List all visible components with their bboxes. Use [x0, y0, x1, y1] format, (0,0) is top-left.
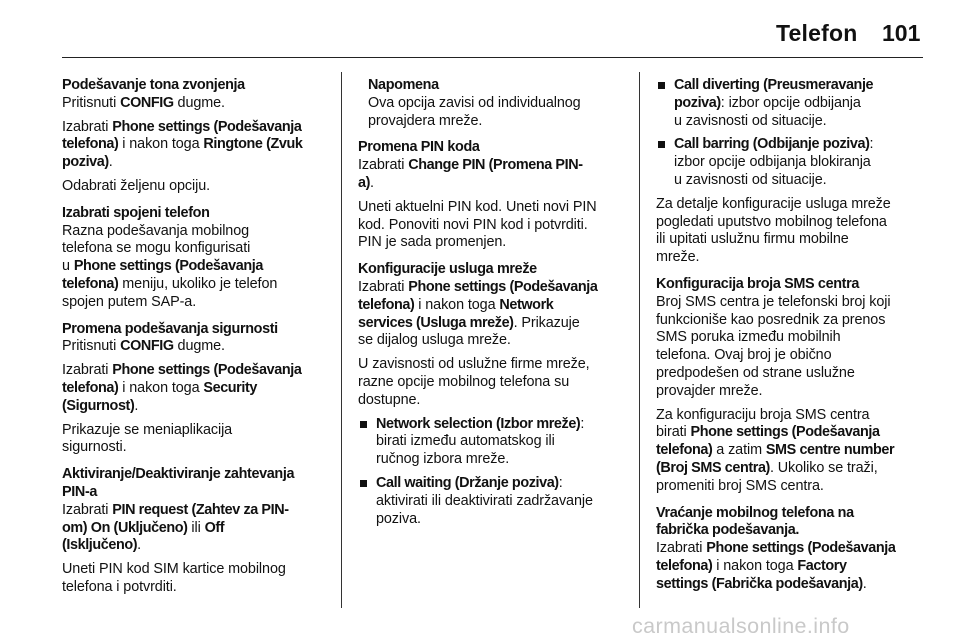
note-title: Napomena [368, 77, 439, 93]
paragraph: Pritisnuti CONFIG dugme. [62, 94, 225, 111]
paragraph: Broj SMS centra je telefonski broj koji funkcioniše kao posrednik za prenos SMS poruka između mobilnih telefona. Ovaj broj je obično predpodešen od strane uslužne provajder mreže. [656, 293, 891, 399]
column-2 [358, 77, 626, 528]
paragraph: Izabrati PIN request (Zahtev za PIN- om) On (Uključeno) ili Off (Isključeno). [62, 501, 289, 554]
paragraph: Izabrati Phone settings (Podešavanja telefona) i nakon toga Factory settings (Fabrička podešavanja). [656, 540, 896, 592]
list-item: Network selection (Izbor mreže): birati između automatskog ili ručnog izbora mreže. [358, 416, 626, 469]
config-button-ref: CONFIG [120, 94, 174, 111]
section-factory-reset [656, 505, 926, 594]
list-item: Call diverting (Preusmeravanje poziva): izbor opcije odbijanja u zavisnosti od situacije. [656, 77, 926, 130]
paragraph: U zavisnosti od uslužne firme mreže, razne opcije mobilnog telefona su dostupne. [358, 356, 590, 408]
paragraph: Izabrati Phone settings (Podešavanja telefona) i nakon toga Network services (Usluga mreže). Prikazuje se dijalog usluga mreže. [358, 278, 598, 349]
section-change-pin [358, 139, 626, 252]
paragraph: Izabrati Phone settings (Podešavanja telefona) i nakon toga Ringtone (Zvuk poziva). [62, 118, 303, 171]
bullet-square-icon [360, 480, 367, 487]
section-connected-phone [62, 205, 328, 312]
note-box [358, 77, 626, 130]
column-3 [656, 77, 926, 594]
paragraph: Za konfiguraciju broja SMS centra birati Phone settings (Podešavanja telefona) a zatim SMS centre number (Broj SMS centra). Ukoliko se traži, promeniti broj SMS centra. [656, 406, 895, 494]
list-item: Call waiting (Držanje poziva): aktivirati ili deaktivirati zadržavanje poziva. [358, 475, 626, 528]
paragraph: Izabrati Change PIN (Promena PIN- a). [358, 157, 583, 191]
section-network-services [358, 261, 626, 528]
section-heading: Izabrati spojeni telefon [62, 204, 210, 221]
section-heading: Promena podešavanja sigurnosti [62, 320, 278, 337]
paragraph: Prikazuje se meniaplikacija sigurnosti. [62, 421, 233, 456]
paragraph: Odabrati željenu opciju. [62, 177, 210, 194]
section-heading: Konfiguracije usluga mreže [358, 261, 537, 278]
paragraph: Za detalje konfiguracije usluga mreže pogledati uputstvo mobilnog telefona ili upitati uslužnu firmu mobilne mreže. [656, 195, 891, 266]
bullet-square-icon [658, 82, 665, 89]
section-ringtone [62, 77, 328, 196]
paragraph: Pritisnuti CONFIG dugme. [62, 338, 225, 355]
paragraph: Uneti aktuelni PIN kod. Uneti novi PIN kod. Ponoviti novi PIN kod i potvrditi. PIN je sada promenjen. [358, 198, 597, 251]
watermark-text: carmanualsonline.info [632, 614, 850, 638]
paragraph: Razna podešavanja mobilnog telefona se mogu konfigurisati u Phone settings (Podešavanja telefona) meniju, ukoliko je telefon spojen putem SAP-a. [62, 222, 278, 310]
bullet-square-icon [658, 141, 665, 148]
section-heading: Aktiviranje/Deaktiviranje zahtevanja PIN-a [62, 466, 295, 500]
section-security [62, 321, 328, 458]
page-number: 101 [882, 20, 921, 46]
header-divider [62, 57, 923, 58]
note-text: Ova opcija zavisi od individualnog provajdera mreže. [368, 94, 581, 129]
section-heading: Vraćanje mobilnog telefona na fabrička podešavanja. [656, 504, 854, 539]
section-heading: Podešavanje tona zvonjenja [62, 77, 245, 93]
column-1 [62, 77, 328, 597]
section-heading: Promena PIN koda [358, 139, 480, 156]
section-sms-centre [656, 276, 926, 496]
paragraph: Izabrati Phone settings (Podešavanja telefona) i nakon toga Security (Sigurnost). [62, 362, 302, 414]
column-divider-2 [639, 72, 640, 608]
list-item: Call barring (Odbijanje poziva): izbor opcije odbijanja blokiranja u zavisnosti od situacije. [656, 136, 926, 189]
paragraph: Uneti PIN kod SIM kartice mobilnog telefona i potvrditi. [62, 561, 286, 595]
section-pin-request [62, 466, 328, 597]
page-running-title: Telefon [776, 20, 858, 46]
bullet-square-icon [360, 421, 367, 428]
section-heading: Konfiguracija broja SMS centra [656, 275, 860, 292]
column-divider-1 [341, 72, 342, 608]
